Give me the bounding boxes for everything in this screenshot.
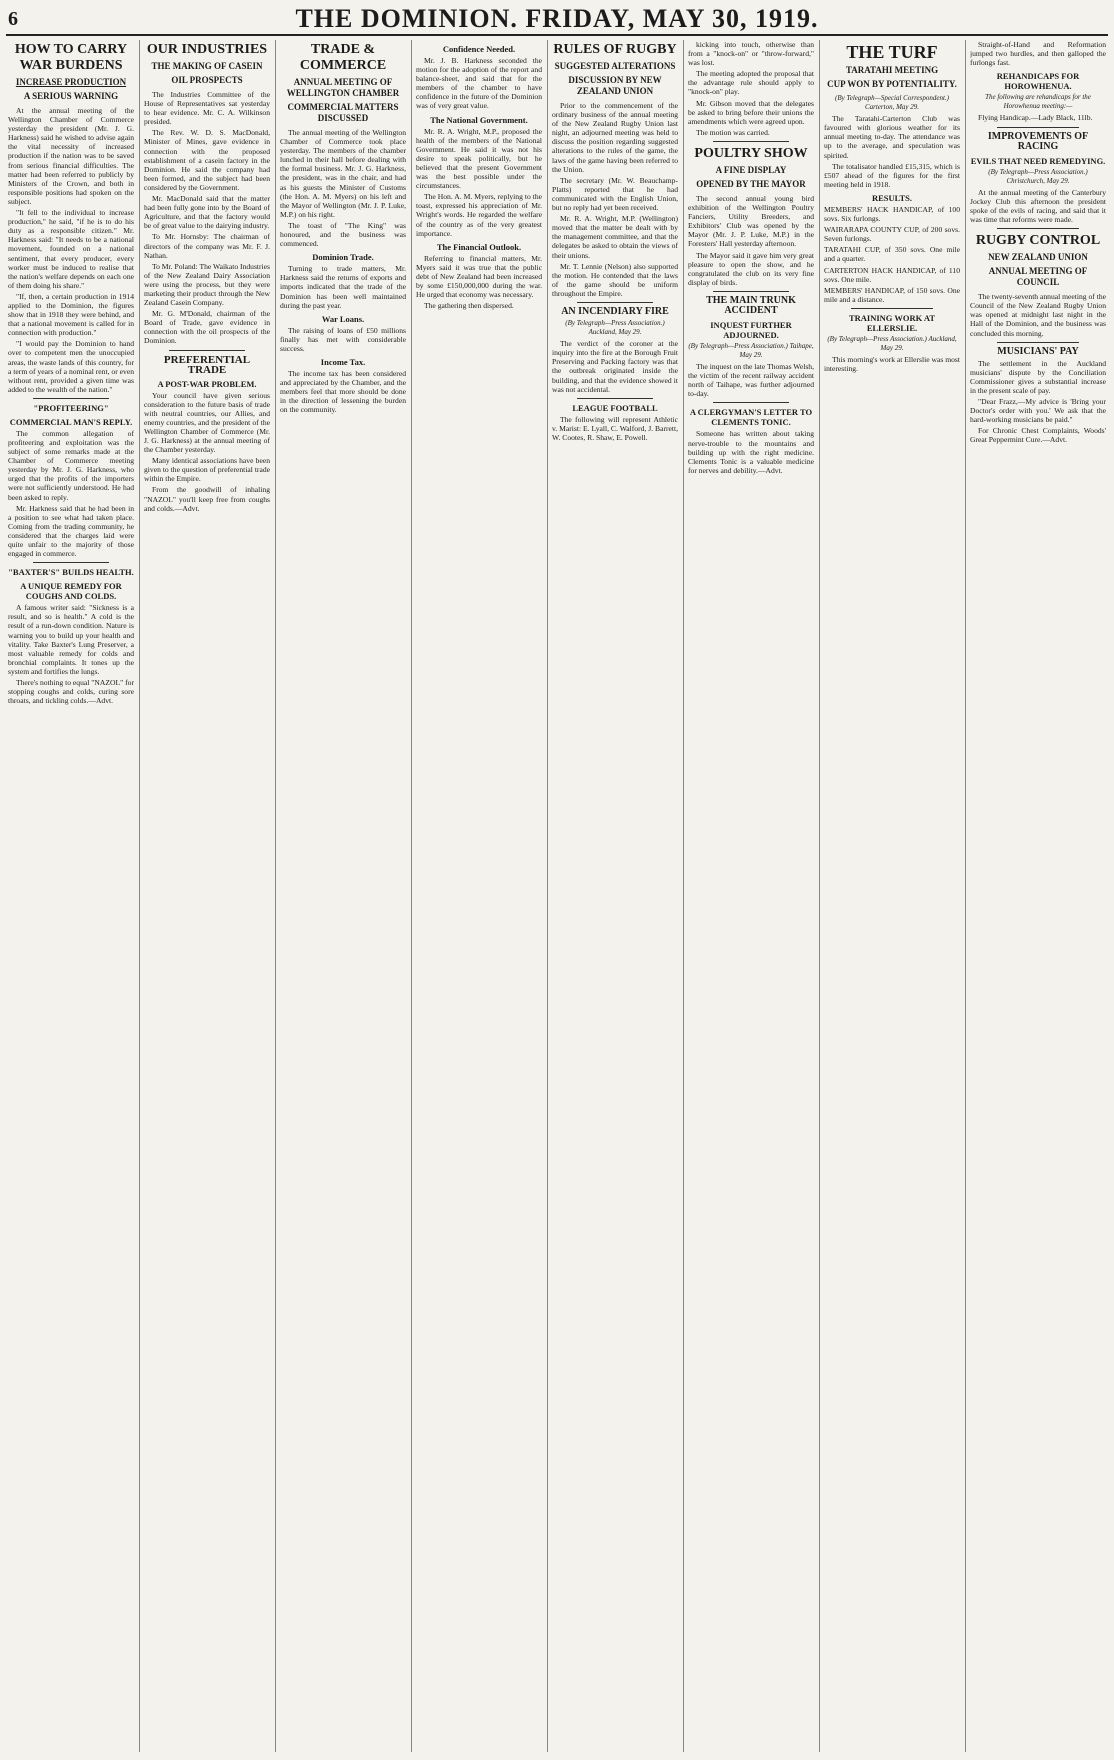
race-results (824, 205, 960, 304)
column-2 (144, 40, 270, 1752)
divider (713, 291, 789, 292)
paragraph: Turning to trade matters, Mr. Harkness said the returns of exports and imports indicated that the trade of the Dominion has been well maintained during the past year. (280, 264, 406, 310)
paragraph: The second annual young bird exhibition of the Wellington Poultry Fanciers, Utility Breeders, and Exhibitors' Club was opened by the Mayor (Mr. J. P. Luke, M.P.) in the Foresters' Hall yesterday afternoon. (688, 193, 814, 249)
paragraph: The Industries Committee of the House of Representatives sat yesterday to hear evidence. Mr. C. A. Wilkinson presided. (144, 90, 270, 127)
paragraph: The gathering then dispersed. (424, 301, 514, 311)
section-heading: Confidence Needed. (442, 44, 516, 54)
column-8 (970, 40, 1106, 1752)
column-rule (139, 40, 140, 1752)
paragraph: kicking into touch, otherwise than from a "knock-on" or "throw-forward," was lost. (688, 40, 814, 68)
paragraph: The settlement in the Auckland musicians' dispute by the Conciliation Commissioner gives a substantial increase in the present scale of pay. (970, 358, 1106, 395)
paragraph: The meeting adopted the proposal that the advantage rule should apply to "knock-on" play. (688, 69, 814, 97)
subheadline: CUP WON BY POTENTIALITY. (827, 79, 957, 89)
paragraph: The common allegation of profiteering and exploitation was the subject of some remarks made at the Chamber of Commerce meeting yesterday by Mr. J. G. Harkness, who urged that the profits of the importers were not sufficiently understood. He had been asked to reply. (8, 428, 134, 502)
paragraph: The raising of loans of £50 millions finally has met with considerable success. (280, 325, 406, 353)
paragraph: To Mr. Hornsby: The chairman of directors of the company was Mr. F. J. Nathan. (144, 232, 270, 260)
paragraph: Mr. T. Lennie (Nelson) also supported the motion. He contended that the laws of the game should be uniform throughout the Empire. (552, 261, 678, 298)
column-7 (824, 40, 960, 1752)
dateline: The following are rehandicaps for the Horowhenua meeting:— (985, 93, 1091, 111)
paragraph: "It fell to the individual to increase production," he said, "if he is to do his duty as a responsible citizen." Mr. Harkness said: "It needs to be a national movement, founded on a national sentiment, that every producer, every worker must be induced to realise that the nation's welfare depends on each one of them doing his share." (8, 208, 134, 290)
headline: REHANDICAPS FOR HOROWHENUA. (996, 71, 1080, 92)
advertisement-text: Someone has written about taking nerve-trouble to the mountains and building up with the right medicine. Clements Tonic is a valuable medicine for nerves and debility.—Advt. (688, 429, 814, 475)
divider (577, 302, 653, 303)
paragraph: Referring to financial matters, Mr. Myers said it was true that the public debt of New Zealand had been increased by some £150,000,000 during the war. He urged that economy was necessary. (416, 253, 542, 300)
subheadline: EVILS THAT NEED REMEDYING. (970, 155, 1106, 166)
column-6 (688, 40, 814, 1752)
masthead (6, 2, 1108, 36)
advertisement-text: From the goodwill of inhaling "NAZOL" you'll keep free from coughs and colds.—Advt. (144, 485, 270, 513)
race-result: MEMBERS' HACK HANDICAP, of 100 sovs. Six furlongs. (824, 204, 960, 224)
paragraph: The Taratahi-Carterton Club was favoured with glorious weather for its annual meeting to-day. The attendance was up to the average, and speculation was spirited. (824, 114, 960, 160)
column-rule (275, 40, 276, 1752)
column-rule (411, 40, 412, 1752)
paragraph: Flying Handicap.—Lady Black, 11lb. (978, 113, 1093, 123)
paragraph: Mr. J. B. Harkness seconded the motion for the adoption of the report and balance-sheet, and said that for the members of the chamber to have confidence in the future of the Dominion was of very great value. (416, 56, 542, 111)
divider (33, 562, 109, 563)
race-result: WAIRARAPA COUNTY CUP, of 200 sovs. Seven furlongs. (824, 225, 960, 244)
subheadline: DISCUSSION BY NEW ZEALAND UNION (568, 75, 662, 96)
subheadline: INQUEST FURTHER ADJOURNED. (710, 319, 792, 340)
section-heading: The Financial Outlook. (436, 241, 522, 252)
headline: OUR INDUSTRIES (146, 42, 268, 57)
headline: AN INCENDIARY FIRE (561, 305, 669, 317)
article-header (552, 42, 678, 97)
paragraph: "If, then, a certain production in 1914 applied to the Dominion, the figures show that in 1918 they were behind, and that a national movement is called for in connection with production." (8, 291, 134, 338)
column-4 (416, 40, 542, 1752)
race-result: CARTERTON HACK HANDICAP, of 110 sovs. One mile. (824, 265, 960, 284)
race-result: MEMBERS' HANDICAP, of 150 sovs. One mile and a distance. (824, 285, 960, 304)
column-rule (965, 40, 966, 1752)
subheadline: TARATAHI MEETING (845, 65, 939, 75)
advertisement-text: For Chronic Chest Complaints, Woods' Great Peppermint Cure.—Advt. (970, 426, 1106, 445)
divider (33, 398, 109, 399)
paragraph: The Hon. A. M. Myers, replying to the toast, expressed his appreciation of Mr. Wright's words. He regarded the welfare of the country as of the very greatest importance. (416, 192, 542, 238)
subheadline: INCREASE PRODUCTION (15, 77, 127, 87)
paragraph: The totalisator handled £15,315, which is £507 ahead of the figures for the first meeting held in 1918. (824, 161, 960, 189)
headline: POULTRY SHOW (694, 145, 808, 161)
advertisement-text: There's nothing to equal "NAZOL" for stopping coughs and colds, curing sore throats, and tickling colds.—Advt. (8, 677, 134, 706)
dateline: (By Telegraph—Press Association.) Taihape, May 29. (688, 341, 814, 359)
dateline: (By Telegraph—Special Correspondent.) Carterton, May 29. (835, 94, 949, 112)
paragraph: Your council have given serious consideration to the future basis of trade with neutral countries, our Allies, and enemy countries, and the president of the Wellington Chamber of Commerce (Mr. J. G. Harkness) at the annual meeting of the Chamber yesterday. (144, 390, 270, 455)
paragraph: "Dear Frazz,—My advice is 'Bring your Doctor's order with you.' We ask that the hard-working musicians be paid." (970, 396, 1106, 425)
subheadline: SUGGESTED ALTERATIONS (554, 61, 676, 71)
divider (997, 228, 1079, 229)
paragraph: The secretary (Mr. W. Beauchamp-Platts) reported that he had communicated with the English Union, but no reply had yet been received. (552, 175, 678, 213)
paragraph: The motion was carried. (696, 127, 770, 137)
paragraph: Mr. MacDonald said that the matter had been fully gone into by the Board of Agriculture, and that the factory would be of great value to the dairying industry. (144, 194, 270, 231)
headline: "PROFITEERING" (33, 402, 109, 413)
headline: PREFERENTIAL TRADE (163, 353, 251, 376)
column-rule (819, 40, 820, 1752)
headline: IMPROVEMENTS OF RACING (987, 130, 1089, 152)
headline: A CLERGYMAN'S LETTER TO CLEMENTS TONIC. (689, 407, 813, 428)
divider (997, 342, 1079, 343)
subheadline: ANNUAL MEETING OF WELLINGTON CHAMBER (286, 77, 400, 98)
dateline: (By Telegraph—Press Association.) Christchurch, May 29. (988, 167, 1088, 185)
article-header (8, 42, 134, 102)
column-rule (547, 40, 548, 1752)
column-3 (280, 40, 406, 1752)
paragraph: The income tax has been considered and appreciated by the Chamber, and the members feel that more should be done in the direction of lessening the burden on the community. (280, 368, 406, 415)
divider (577, 398, 653, 399)
dateline: (By Telegraph—Press Association.) Auckland, May 29. (565, 318, 665, 337)
headline: MUSICIANS' PAY (997, 345, 1079, 357)
paragraph: The verdict of the coroner at the inquiry into the fire at the Borough Fruit Preserving and Packing factory was that the outbreak originated inside the building, and that the evidence showed it was not accidental. (552, 339, 678, 394)
paragraph: Mr. Gibson moved that the delegates be asked to bring before their unions the amendments which were agreed upon. (688, 98, 814, 126)
headline: LEAGUE FOOTBALL (572, 402, 658, 413)
headline: HOW TO CARRY WAR BURDENS (14, 42, 128, 73)
paragraph: The Mayor said it gave him very great pleasure to open the show, and he congratulated the club on its very fine display of birds. (688, 250, 814, 287)
subheadline: A FINE DISPLAY (715, 164, 787, 175)
paragraph: At the annual meeting of the Wellington Chamber of Commerce yesterday the president (Mr. J. G. Harkness) said he wished to advise again the vital necessity of increased production if the nation was to be saved from serious financial difficulties. The matter had been referred to publicly by Ministers of the Crown, and both in responsible positions had spoken on the subject. (8, 106, 134, 206)
divider (997, 127, 1079, 128)
divider (713, 402, 789, 403)
divider (169, 350, 245, 351)
article-header (824, 42, 960, 90)
column-1 (8, 40, 134, 1752)
page-number: 6 (8, 8, 18, 30)
headline: RUGBY CONTROL (975, 233, 1101, 249)
subheadline: COMMERCIAL MATTERS DISCUSSED (287, 102, 399, 123)
paragraph: To Mr. Poland: The Waikato Industries of the New Zealand Dairy Association were using the process, but they were marketing their product through the New Zealand Casein Company. (144, 261, 270, 308)
section-heading: Income Tax. (320, 356, 366, 367)
headline: THE MAIN TRUNK ACCIDENT (706, 294, 796, 316)
paragraph: At the annual meeting of the Canterbury Jockey Club this afternoon the president spoke of the evils of racing, and said that it was time that reforms were made. (970, 187, 1106, 225)
subheadline: OIL PROSPECTS (171, 75, 243, 85)
subheadline: A POST-WAR PROBLEM. (157, 378, 257, 389)
subheadline: NEW ZEALAND UNION (988, 252, 1088, 263)
section-heading: RESULTS. (871, 192, 913, 203)
column-rule (683, 40, 684, 1752)
paragraph: Straight-of-Hand and Reformation jumped two hurdles, and then galloped the furlongs fast. (970, 40, 1106, 68)
paragraph: Many identical associations have been given to the question of preferential trade within the Empire. (144, 456, 270, 484)
headline: TRAINING WORK AT ELLERSLIE. (848, 312, 936, 333)
paragraph: Prior to the commencement of the ordinary business of the annual meeting of the New Zealand Rugby Union last night, an adjourned meeting was held to discuss the position regarding suggested alterations to the rules of the game, the laws of the game having been referred to the Union. (552, 101, 678, 174)
paragraph: Mr. G. M'Donald, chairman of the Board of Trade, gave evidence in connection with the oil prospects of the Dominion. (144, 309, 270, 346)
column-5 (552, 40, 678, 1752)
article-header (144, 42, 270, 86)
subheadline: OPENED BY THE MAYOR (696, 178, 806, 189)
paragraph: Mr. R. A. Wright, M.P. (Wellington) moved that the matter be dealt with by the management committee, and that the delegates be asked to obtain the views of their unions. (552, 214, 678, 260)
paragraph: The Rev. W. D. S. MacDonald, Minister of Mines, gave evidence in connection with the proposed establishment of a casein factory in the Dominion. He said the company had been formed, and the subject had been considered by the Government. (144, 128, 270, 192)
advertisement-text: A famous writer said: "Sickness is a result, and so is health." A cold is the result of a run-down condition. Nature is warning you to build up your health and vitality. Take Baxter's Lung Preserver, a most valuable remedy for colds and bronchial complaints. It tones up the system and fortifies the lungs. (8, 603, 134, 676)
paragraph: The toast of "The King" was honoured, and the business was commenced. (280, 220, 406, 249)
article-header (688, 146, 814, 190)
article-header (970, 233, 1106, 288)
subheadline: A UNIQUE REMEDY FOR COUGHS AND COLDS. (20, 581, 122, 602)
dateline: (By Telegraph—Press Association.) Auckland, May 29. (827, 334, 957, 352)
subheadline: THE MAKING OF CASEIN (151, 61, 263, 71)
subheadline: COMMERCIAL MAN'S REPLY. (9, 416, 133, 427)
paragraph: The twenty-seventh annual meeting of the Council of the New Zealand Rugby Union was opened at midnight last night in the Hall of the Dominion, and the business was concluded this morning. (970, 292, 1106, 338)
paragraph: Mr. Harkness said that he had been in a position to see what had taken place. Coming from the trading community, he considered that the charges laid were quite unfair to the majority of those engaged in commerce. (8, 503, 134, 559)
paragraph: This morning's work at Ellerslie was most interesting. (824, 355, 960, 374)
headline: "BAXTER'S" BUILDS HEALTH. (8, 567, 134, 578)
article-header (280, 42, 406, 124)
headline: THE TURF (846, 42, 938, 62)
paragraph: The annual meeting of the Wellington Chamber of Commerce took place yesterday. The members of the chamber lunched in their hall before dealing with the formal business. Mr. J. G. Harkness, the president, was in the chair, and had as his guests the Minister of Customs (the Hon. A. M. Myers) on his left and the Mayor of Wellington (Mr. J. P. Luke, M.P.) on his right. (280, 128, 406, 219)
headline: RULES OF RUGBY (553, 42, 677, 57)
section-heading: Dominion Trade. (312, 252, 374, 263)
newspaper-title: THE DOMINION. FRIDAY, MAY 30, 1919. (295, 4, 819, 33)
headline: TRADE & COMMERCE (299, 42, 387, 73)
section-heading: War Loans. (321, 313, 365, 324)
section-heading: The National Government. (430, 114, 528, 125)
subheadline: A SERIOUS WARNING (23, 91, 119, 101)
paragraph: Mr. R. A. Wright, M.P., proposed the health of the members of the National Government. He said it was not his desire to speak politically, but he believed that the present Government was the best possible under the circumstances. (416, 126, 542, 191)
paragraph: The following will represent Athletic v. Marist: E. Lyall, C. Walford, J. Barrett, W. Cootes, R. Shaw, E. Powell. (552, 414, 678, 442)
race-result: TARATAHI CUP, of 350 sovs. One mile and a quarter. (824, 245, 960, 264)
paragraph: The inquest on the late Thomas Welsh, the victim of the recent railway accident north of Taihape, was further adjourned to-day. (688, 362, 814, 399)
subheadline: ANNUAL MEETING OF COUNCIL (988, 266, 1088, 288)
paragraph: "I would pay the Dominion to hand over to competent men the unoccupied areas, the waste lands of this country, for a term of years of a nominal rent, or even without rent, provided a given time was added to the wealth of the nation." (8, 339, 134, 394)
divider (851, 308, 933, 309)
divider (713, 141, 789, 142)
